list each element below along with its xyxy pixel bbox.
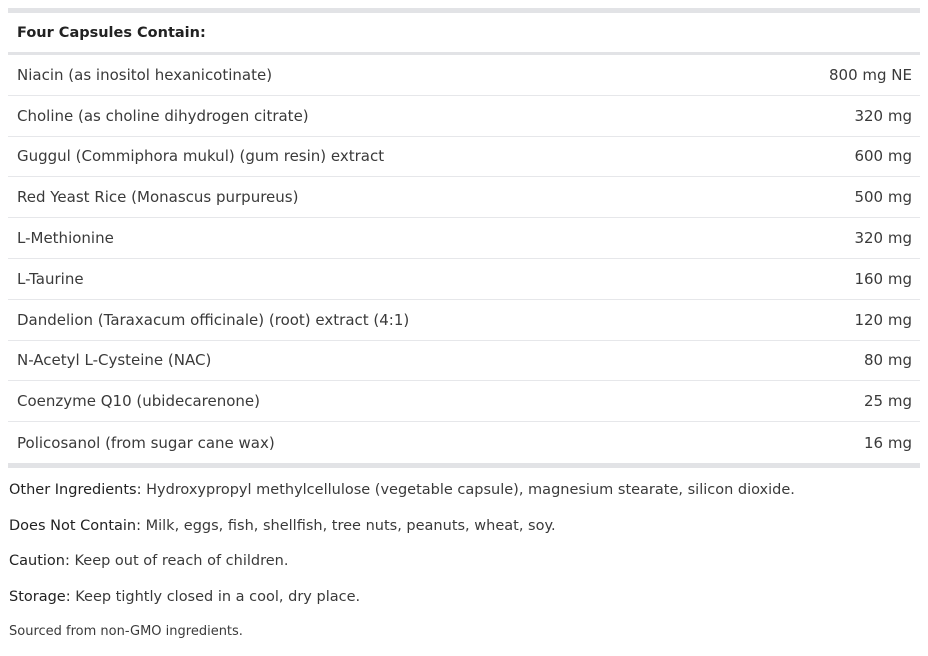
sourcing-note: Sourced from non-GMO ingredients. bbox=[9, 624, 243, 639]
table-row bbox=[8, 218, 920, 259]
product-notes bbox=[9, 478, 919, 644]
table-row bbox=[8, 381, 920, 422]
ingredient-amount: 800 mg NE bbox=[829, 65, 912, 84]
table-row bbox=[8, 341, 920, 382]
other-ingredients-label: Other Ingredients: bbox=[9, 482, 142, 498]
supplement-facts-table bbox=[8, 8, 920, 468]
ingredient-name: Niacin (as inositol hexanicotinate) bbox=[17, 65, 273, 84]
ingredient-name: N-Acetyl L-Cysteine (NAC) bbox=[17, 351, 212, 370]
ingredient-amount: 500 mg bbox=[854, 188, 912, 207]
storage-text: Keep tightly closed in a cool, dry place. bbox=[70, 588, 361, 605]
ingredient-amount: 80 mg bbox=[864, 351, 912, 370]
table-bottom-border bbox=[8, 463, 920, 468]
does-not-contain-label: Does Not Contain: bbox=[9, 517, 141, 534]
table-row bbox=[8, 137, 920, 178]
storage-note bbox=[9, 585, 919, 621]
table-header: Four Capsules Contain: bbox=[8, 13, 920, 55]
ingredient-name: L-Taurine bbox=[17, 269, 84, 288]
table-row bbox=[8, 259, 920, 300]
other-ingredients-text: Hydroxypropyl methylcellulose (vegetable capsule), magnesium stearate, silicon dioxide. bbox=[141, 482, 795, 498]
ingredient-amount: 320 mg bbox=[854, 106, 912, 125]
caution-label: Caution: bbox=[9, 553, 70, 569]
ingredient-amount: 160 mg bbox=[854, 269, 912, 288]
ingredient-name: Policosanol (from sugar cane wax) bbox=[17, 433, 275, 452]
table-row bbox=[8, 177, 920, 218]
ingredient-name: Dandelion (Taraxacum officinale) (root) extract (4:1) bbox=[17, 310, 410, 329]
caution-note bbox=[9, 549, 919, 585]
table-body bbox=[8, 55, 920, 463]
does-not-contain-note bbox=[9, 514, 919, 550]
other-ingredients-note bbox=[9, 478, 919, 514]
ingredient-name: Red Yeast Rice (Monascus purpureus) bbox=[17, 188, 299, 207]
ingredient-amount: 120 mg bbox=[854, 310, 912, 329]
table-row bbox=[8, 96, 920, 137]
table-row bbox=[8, 55, 920, 96]
does-not-contain-text: Milk, eggs, fish, shellfish, tree nuts, peanuts, wheat, soy. bbox=[141, 517, 556, 534]
table-row bbox=[8, 422, 920, 463]
ingredient-amount: 25 mg bbox=[864, 392, 912, 411]
ingredient-name: Choline (as choline dihydrogen citrate) bbox=[17, 106, 309, 125]
ingredient-name: L-Methionine bbox=[17, 229, 114, 248]
ingredient-amount: 16 mg bbox=[864, 433, 912, 452]
storage-label: Storage: bbox=[9, 588, 71, 605]
ingredient-amount: 600 mg bbox=[854, 147, 912, 166]
ingredient-name: Coenzyme Q10 (ubidecarenone) bbox=[17, 392, 260, 411]
table-row bbox=[8, 300, 920, 341]
ingredient-name: Guggul (Commiphora mukul) (gum resin) extract bbox=[17, 147, 385, 166]
ingredient-amount: 320 mg bbox=[854, 229, 912, 248]
caution-text: Keep out of reach of children. bbox=[69, 553, 289, 569]
